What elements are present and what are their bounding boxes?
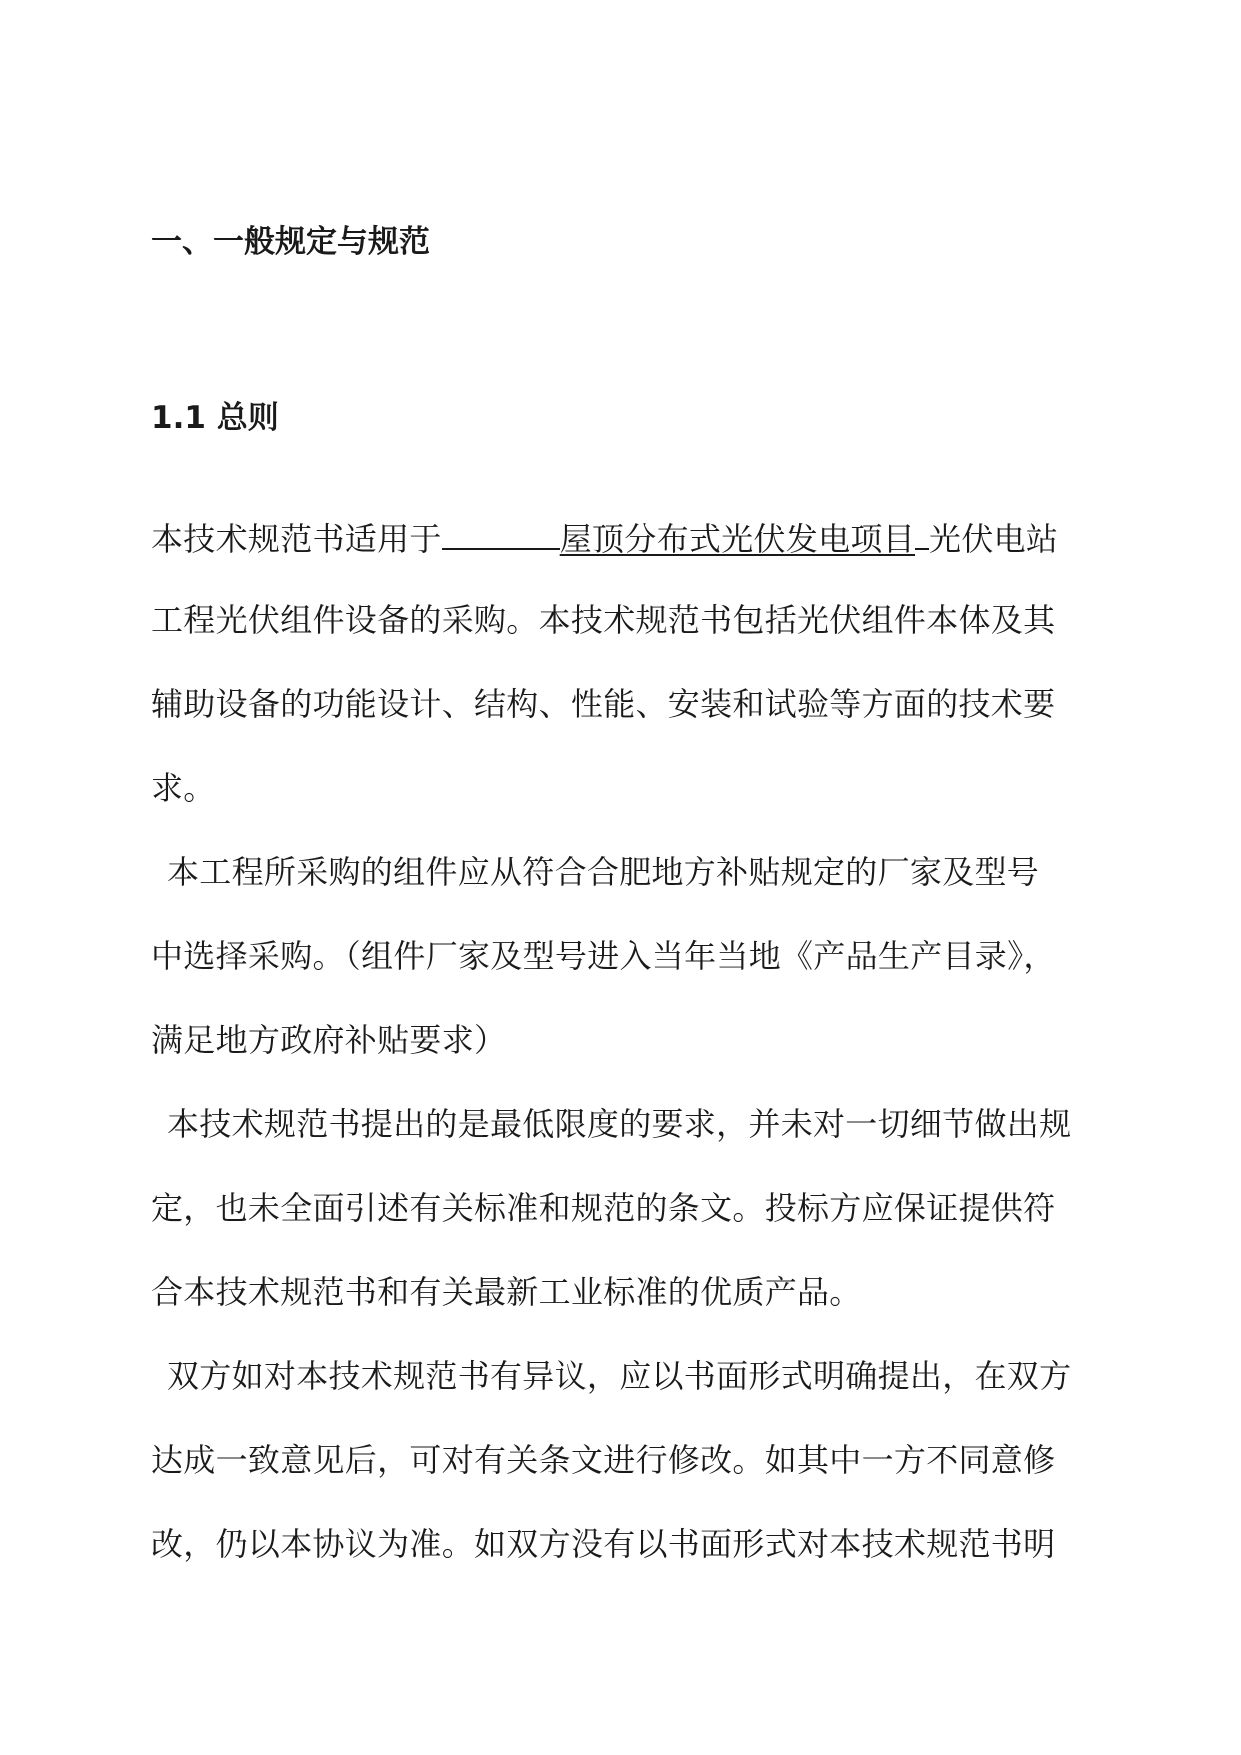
fill-in-blank-tail <box>915 514 929 550</box>
para2-line2: 中选择采购。（组件厂家及型号进入当年当地《产品生产目录》， <box>151 937 1056 975</box>
fill-in-blank <box>442 514 560 550</box>
section-heading: 一、一般规定与规范 <box>151 224 430 260</box>
para4-line2: 达成一致意见后，可对有关条文进行修改。如其中一方不同意修 <box>151 1441 1056 1479</box>
para2-line1: 本工程所采购的组件应从符合合肥地方补贴规定的厂家及型号 <box>167 853 1040 891</box>
para1-line4: 求。 <box>151 769 216 807</box>
para4-line1: 双方如对本技术规范书有异议，应以书面形式明确提出，在双方 <box>167 1357 1072 1395</box>
para1-line1 <box>151 514 1058 561</box>
para1-line3: 辅助设备的功能设计、结构、性能、安装和试验等方面的技术要 <box>151 685 1056 723</box>
para2-line3: 满足地方政府补贴要求） <box>151 1021 507 1059</box>
para4-line3: 改，仍以本协议为准。如双方没有以书面形式对本技术规范书明 <box>151 1525 1056 1563</box>
para3-line3: 合本技术规范书和有关最新工业标准的优质产品。 <box>151 1273 862 1311</box>
para1-prefix: 本技术规范书适用于 <box>151 520 442 558</box>
project-name: 屋顶分布式光伏发电项目 <box>559 520 916 558</box>
subsection-heading: 1.1 总则 <box>151 400 279 436</box>
para1-suffix: 光伏电站 <box>929 520 1059 558</box>
para3-line2: 定，也未全面引述有关标准和规范的条文。投标方应保证提供符 <box>151 1189 1056 1227</box>
para3-line1: 本技术规范书提出的是最低限度的要求，并未对一切细节做出规 <box>167 1105 1072 1143</box>
para1-line2: 工程光伏组件设备的采购。本技术规范书包括光伏组件本体及其 <box>151 601 1056 639</box>
